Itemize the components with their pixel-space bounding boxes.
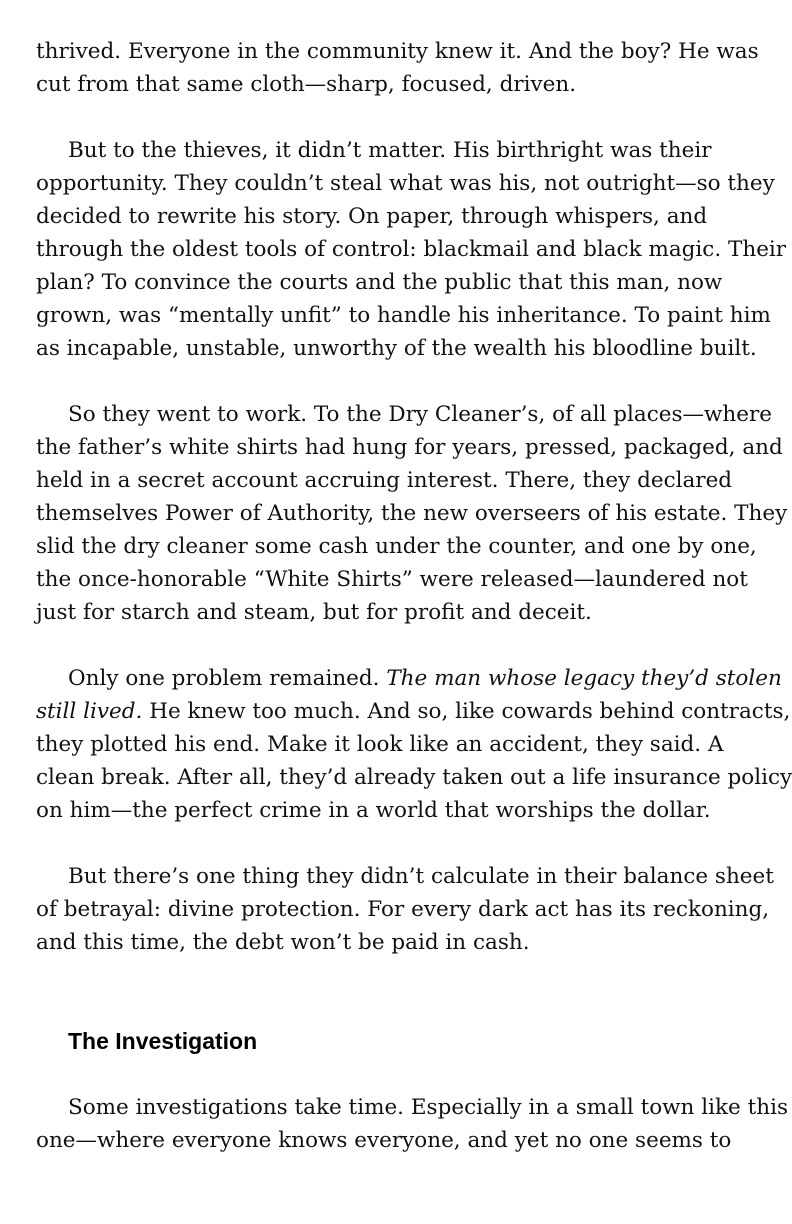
- text-line: [36, 662, 782, 695]
- text-line: decided to rewrite his story. On paper, through whispers, and: [36, 204, 708, 229]
- text-line: and this time, the debt won’t be paid in cash.: [36, 930, 530, 955]
- paragraph-3: [36, 398, 788, 629]
- text-line: But there’s one thing they didn’t calculate in their balance sheet: [68, 864, 774, 889]
- text-line: But to the thieves, it didn’t matter. His birthright was their: [68, 138, 712, 163]
- text-line: opportunity. They couldn’t steal what was his, not outright—so they: [36, 171, 775, 196]
- text-line: Some investigations take time. Especially in a small town like this: [68, 1095, 788, 1120]
- text-line: the father’s white shirts had hung for years, pressed, packaged, and: [36, 435, 783, 460]
- text-line: slid the dry cleaner some cash under the counter, and one by one,: [36, 534, 757, 559]
- text-line: one—where everyone knows everyone, and yet no one seems to: [36, 1128, 732, 1153]
- text-line: [36, 695, 791, 728]
- text-line: the once-honorable “White Shirts” were released—laundered not: [36, 567, 748, 592]
- text-line: plan? To convince the courts and the public that this man, now: [36, 270, 723, 295]
- text-line: So they went to work. To the Dry Cleaner’s, of all places—where: [68, 402, 772, 427]
- italic-text: The man whose legacy they’d stolen: [386, 666, 782, 691]
- paragraph-1: [36, 35, 760, 101]
- text-line: grown, was “mentally unfit” to handle his inheritance. To paint him: [36, 303, 771, 328]
- italic-text: still lived.: [36, 699, 143, 724]
- paragraph-5: [36, 860, 774, 959]
- paragraph-4: [36, 662, 792, 827]
- text-line: of betrayal: divine protection. For every dark act has its reckoning,: [36, 897, 770, 922]
- text-run: Only one problem remained.: [68, 666, 387, 691]
- text-line: thrived. Everyone in the community knew it. And the boy? He was: [36, 39, 759, 64]
- text-line: themselves Power of Authority, the new overseers of his estate. They: [36, 501, 788, 526]
- text-line: cut from that same cloth—sharp, focused, driven.: [36, 72, 577, 97]
- text-line: through the oldest tools of control: blackmail and black magic. Their: [36, 237, 787, 262]
- text-line: clean break. After all, they’d already taken out a life insurance policy: [36, 765, 792, 790]
- paragraph-2: [36, 134, 787, 365]
- text-line: just for starch and steam, but for profit and deceit.: [36, 600, 592, 625]
- text-line: they plotted his end. Make it look like an accident, they said. A: [36, 732, 724, 757]
- section-heading: The Investigation: [68, 1028, 258, 1054]
- document-page: [36, 35, 792, 1190]
- paragraph-6: [36, 1091, 788, 1157]
- text-line: held in a secret account accruing interest. There, they declared: [36, 468, 733, 493]
- text-run: He knew too much. And so, like cowards behind contracts,: [142, 699, 791, 724]
- text-line: as incapable, unstable, unworthy of the wealth his bloodline built.: [36, 336, 757, 361]
- text-line: on him—the perfect crime in a world that worships the dollar.: [36, 798, 711, 823]
